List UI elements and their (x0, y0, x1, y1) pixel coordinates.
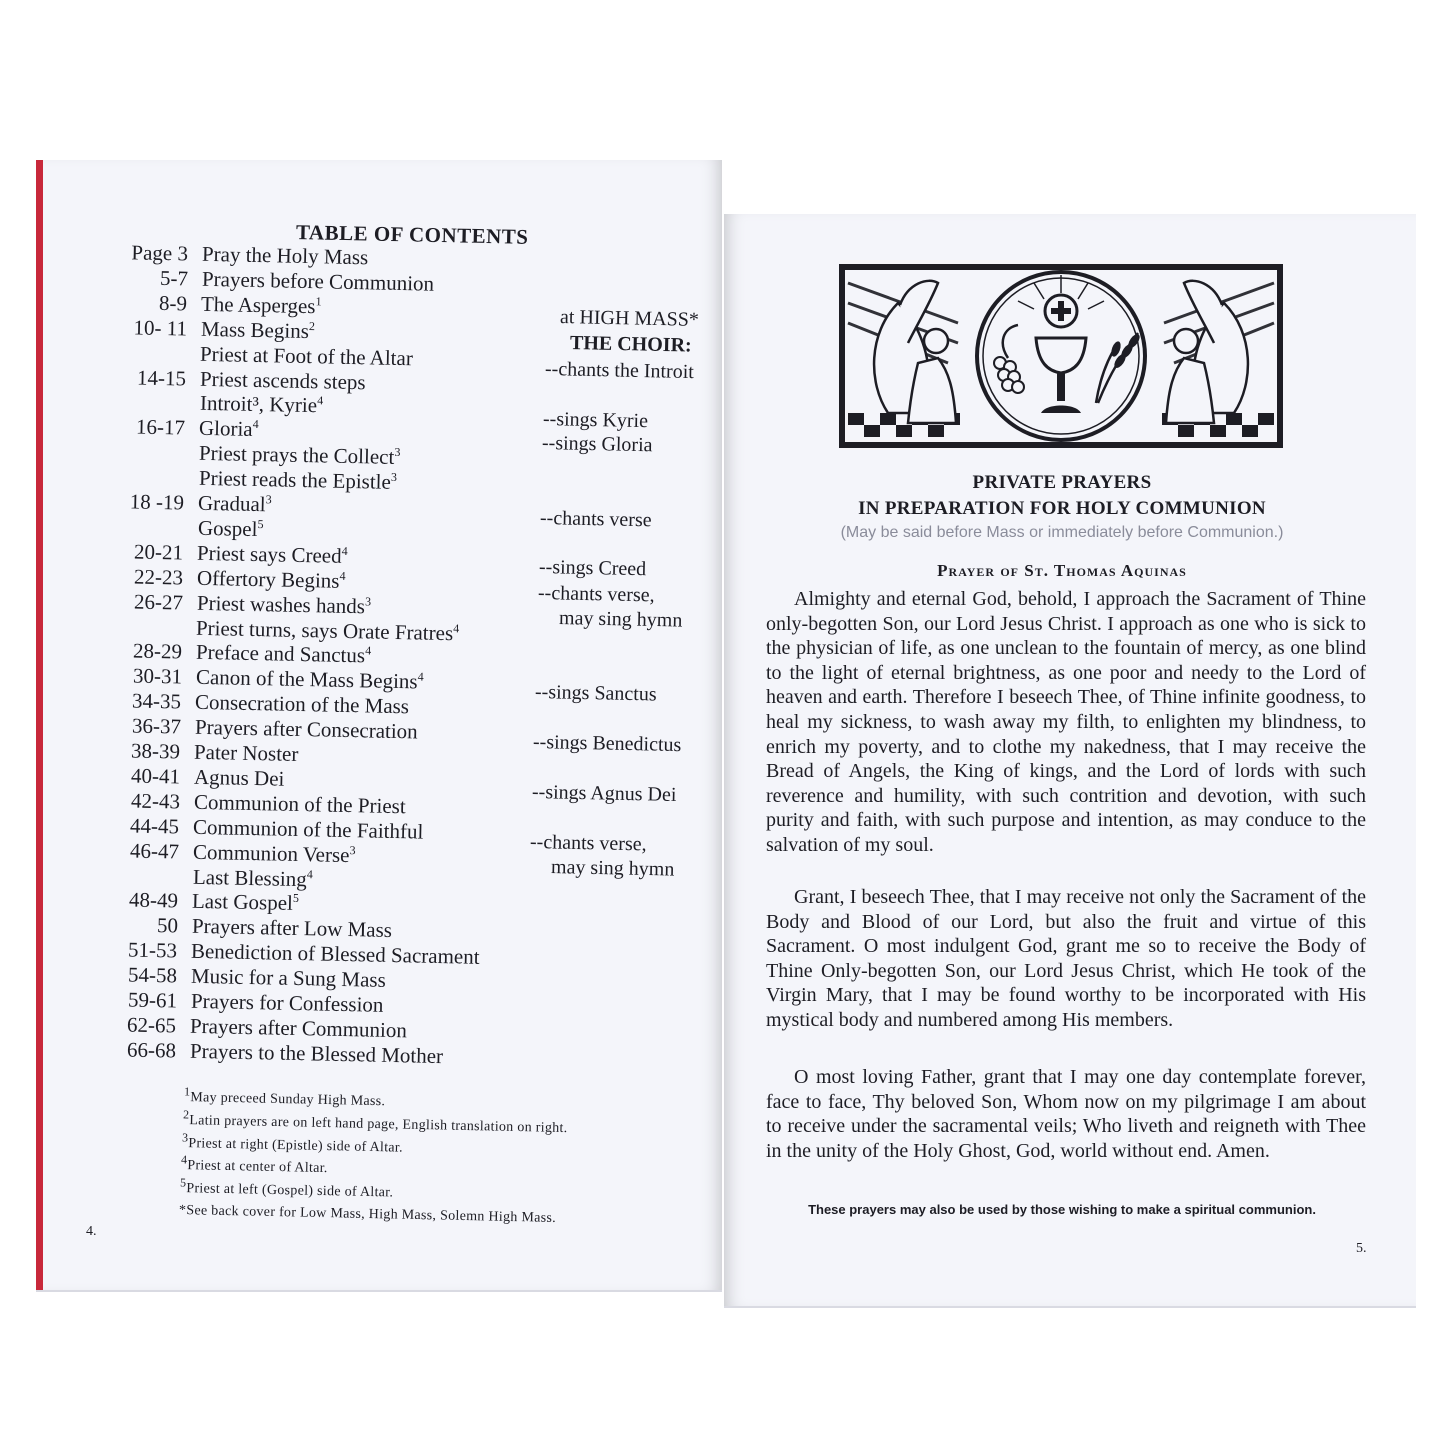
toc-footnote-mark: 5 (257, 516, 264, 532)
high-mass-label: at HIGH MASS* (559, 306, 700, 331)
toc-entry-title: Gradual (197, 490, 267, 517)
toc-entry-title: Agnus Dei (193, 764, 285, 791)
heading-private-prayers: PRIVATE PRAYERS (972, 472, 1152, 493)
cover-edge (36, 160, 43, 1290)
toc-page-number (113, 458, 185, 460)
toc-footnote-mark: 4 (252, 417, 260, 432)
toc-footnote-mark: 3 (394, 445, 401, 460)
toc-footnote-mark: 5 (292, 891, 300, 906)
choir-line: --chants the Introit (544, 358, 695, 384)
toc-entry-title: Priest reads the Epistle (198, 465, 391, 494)
toc-entry-title: Offertory Begins (196, 565, 340, 593)
choir-line: --chants verse, (529, 831, 647, 856)
toc-page-number: 5-7 (159, 265, 188, 291)
toc-page-number: 10- 11 (133, 315, 188, 341)
toc-page-number: 16-17 (136, 414, 186, 440)
toc-entry-title: Benediction of Blessed Sacrament (191, 938, 481, 970)
toc-page-number: 30-31 (132, 663, 182, 689)
toc-page-number (114, 359, 186, 361)
toc-page-number: 20-21 (134, 539, 184, 565)
toc-footnote-mark: 4 (316, 393, 324, 408)
choir-line: --sings Creed (538, 556, 647, 581)
toc-entry-title: Preface and Sanctus (195, 640, 366, 668)
toc-entry-title: Music for a Sung Mass (190, 963, 387, 992)
toc-page-number: 59-61 (127, 987, 177, 1013)
toc-page-number: 18 -19 (129, 489, 185, 515)
toc-entry-title: Pray the Holy Mass (201, 241, 369, 270)
toc-entry-title: Priest at Foot of the Altar (200, 341, 414, 370)
toc-page-number: 26-27 (133, 589, 183, 615)
toc-page-number (106, 881, 178, 883)
toc-entry-title: Prayers for Confession (190, 988, 384, 1017)
toc-page-number: 34-35 (131, 688, 182, 714)
choir-line: may sing hymn (550, 856, 675, 881)
choir-line: --sings Agnus Dei (531, 781, 677, 807)
toc-page-number: 51-53 (128, 937, 178, 963)
toc-footnote-mark: 4 (339, 568, 346, 583)
toc-footnote-mark: 4 (364, 643, 372, 658)
toc-footnote-mark: 2 (308, 318, 316, 333)
toc-page-number: 54-58 (127, 962, 178, 988)
eucharist-woodcut-icon (838, 263, 1284, 449)
choir-line: --sings Benedictus (532, 731, 682, 757)
toc-title: TABLE OF CONTENTS (295, 220, 529, 249)
toc-entry-title: Gospel (197, 515, 258, 541)
toc-page-number: Page 3 (131, 240, 189, 266)
toc-entry-title: Communion of the Faithful (193, 814, 424, 844)
footnote: $^5$Priest at left (Gospel) side of Altar. (179, 1175, 394, 1201)
toc-page-number: 14-15 (136, 364, 187, 391)
footnote: $^4$Priest at center of Altar. (180, 1152, 328, 1177)
toc-page-number: 36-37 (131, 713, 182, 739)
toc-entry-title: Last Blessing (192, 864, 307, 891)
toc-page-number: 46-47 (129, 838, 180, 864)
toc-entry-title: Priest washes hands (196, 590, 365, 618)
toc-footnote-mark: 4 (417, 669, 424, 684)
toc-page-number (114, 408, 186, 410)
choir-title: THE CHOIR: (569, 332, 692, 357)
choir-line: --sings Kyrie (542, 408, 649, 433)
footnote: *See back cover for Low Mass, High Mass, Solemn High Mass. (178, 1203, 557, 1226)
toc-page-number: 8-9 (158, 290, 188, 316)
toc-page-number: 66-68 (126, 1037, 177, 1063)
prayer-paragraph: Grant, I beseech Thee, that I may receive not only the Sacrament of the Body and Blood of our Lord, but also the fruit and virtue of this Sacrament. O most indulgent God, grant me so to receive the Body of Thine Only-begotten Son, our Lord Jesus Christ, which He took of the Virgin Mary, that I may be found worthy to be incorporated with His mystical body and numbered among His members. (766, 886, 1366, 1031)
toc-footnote-mark: 3 (390, 469, 397, 485)
prayer-paragraph: O most loving Father, grant that I may one day contemplate forever, face to face, Thy beloved Son, Whom now on my pilgrimage I am about to receive under the sacramental veils; Who liveth and reigneth with Thee in the unity of the Holy Ghost, God, world without end. Amen. (766, 1066, 1366, 1162)
toc-entry-title: Prayers after Communion (189, 1013, 408, 1043)
toc-entry-title: Mass Begins (200, 316, 310, 343)
toc-footnote-mark: 4 (342, 543, 349, 558)
toc-page-number: 44-45 (130, 813, 180, 839)
heading-preparation: IN PREPARATION FOR HOLY COMMUNION (858, 498, 1266, 519)
toc-page-number: 62-65 (126, 1012, 177, 1038)
toc-entry-title: Pater Noster (194, 739, 300, 766)
toc-page-number: 40-41 (130, 763, 181, 789)
toc-page-number (112, 533, 184, 535)
toc-entry-title: Priest turns, says Orate Fratres (196, 615, 454, 645)
toc-footnote-mark: 3 (265, 492, 273, 507)
toc-page-number: 42-43 (130, 788, 180, 814)
choir-line: may sing hymn (558, 607, 683, 632)
footnote: $^2$Latin prayers are on left hand page, English translation on right. (182, 1107, 568, 1137)
toc-entry-title: Priest prays the Collect (198, 440, 395, 470)
closing-note: These prayers may also be used by those wishing to make a spiritual communion. (808, 1202, 1316, 1217)
toc-page-number: 48-49 (128, 887, 179, 913)
toc-page-number (112, 483, 184, 485)
toc-page-number: 28-29 (132, 638, 183, 664)
toc-entry-title: Prayers after Consecration (194, 714, 418, 744)
prayer-paragraph: Almighty and eternal God, behold, I approach the Sacrament of Thine only-begotten Son, our Lord Jesus Christ. I approach as one who is sick to the physician of life, as one unclean to the fountain of mercy, as one blind to the light of eternal brightness, as one poor and needy to the Lord of heaven and earth. Therefore I beseech Thee, of Thine infinite goodness, to heal my sickness, to wash away my filth, to enlighten my blindness, to enrich my poverty, and to clothe my nakedness, that I may receive the Bread of Angels, the King of kings, and the Lord of lords with such reverence and humility, with such contrition and devotion, with such purity and faith, with such purpose and intention, as may conduce to the salvation of my soul. (766, 588, 1366, 856)
choir-line: --chants verse (539, 507, 652, 532)
toc-page-number: 38-39 (131, 738, 181, 764)
toc-entry-title: Introit³, Kyrie (199, 391, 318, 418)
right-page-number: 5. (1356, 1241, 1367, 1256)
toc-entry-title: Prayers after Low Mass (191, 914, 392, 943)
toc-entry-title: Priest says Creed (197, 540, 343, 568)
toc-entry-title: Priest ascends steps (199, 366, 366, 394)
choir-line: --sings Sanctus (534, 681, 657, 706)
toc-entry-title: The Asperges (200, 291, 316, 318)
toc-footnote-mark: 1 (315, 293, 322, 309)
footnote: $^1$May preceed Sunday High Mass. (183, 1084, 386, 1110)
toc-entry-title: Gloria (199, 416, 254, 442)
prayer-title: Prayer of St. Thomas Aquinas (937, 561, 1187, 580)
toc-entry-title: Communion of the Priest (193, 789, 406, 819)
choir-line: --chants verse, (537, 582, 655, 607)
toc-entry-title: Communion Verse (192, 839, 350, 867)
toc-entry-title: Prayers to the Blessed Mother (189, 1038, 444, 1068)
toc-footnote-mark: 3 (364, 593, 371, 609)
toc-footnote-mark: 4 (453, 620, 460, 635)
toc-footnote-mark: 4 (306, 866, 313, 881)
heading-note: (May be said before Mass or immediately before Communion.) (840, 524, 1284, 541)
choir-line: --sings Gloria (541, 432, 653, 457)
toc-page-number: 22-23 (133, 564, 184, 590)
toc-page-number (110, 632, 182, 634)
toc-entry-title: Prayers before Communion (201, 266, 434, 296)
toc-footnote-mark: 3 (349, 842, 356, 857)
toc-entry-title: Canon of the Mass Begins (195, 665, 418, 694)
toc-page-number: 50 (156, 913, 178, 938)
toc-entry-title: Consecration of the Mass (194, 689, 410, 719)
toc-entry-title: Last Gospel (191, 889, 294, 916)
footnote: $^3$Priest at right (Epistle) side of Altar. (181, 1130, 404, 1156)
left-page-number: 4. (86, 1224, 97, 1239)
